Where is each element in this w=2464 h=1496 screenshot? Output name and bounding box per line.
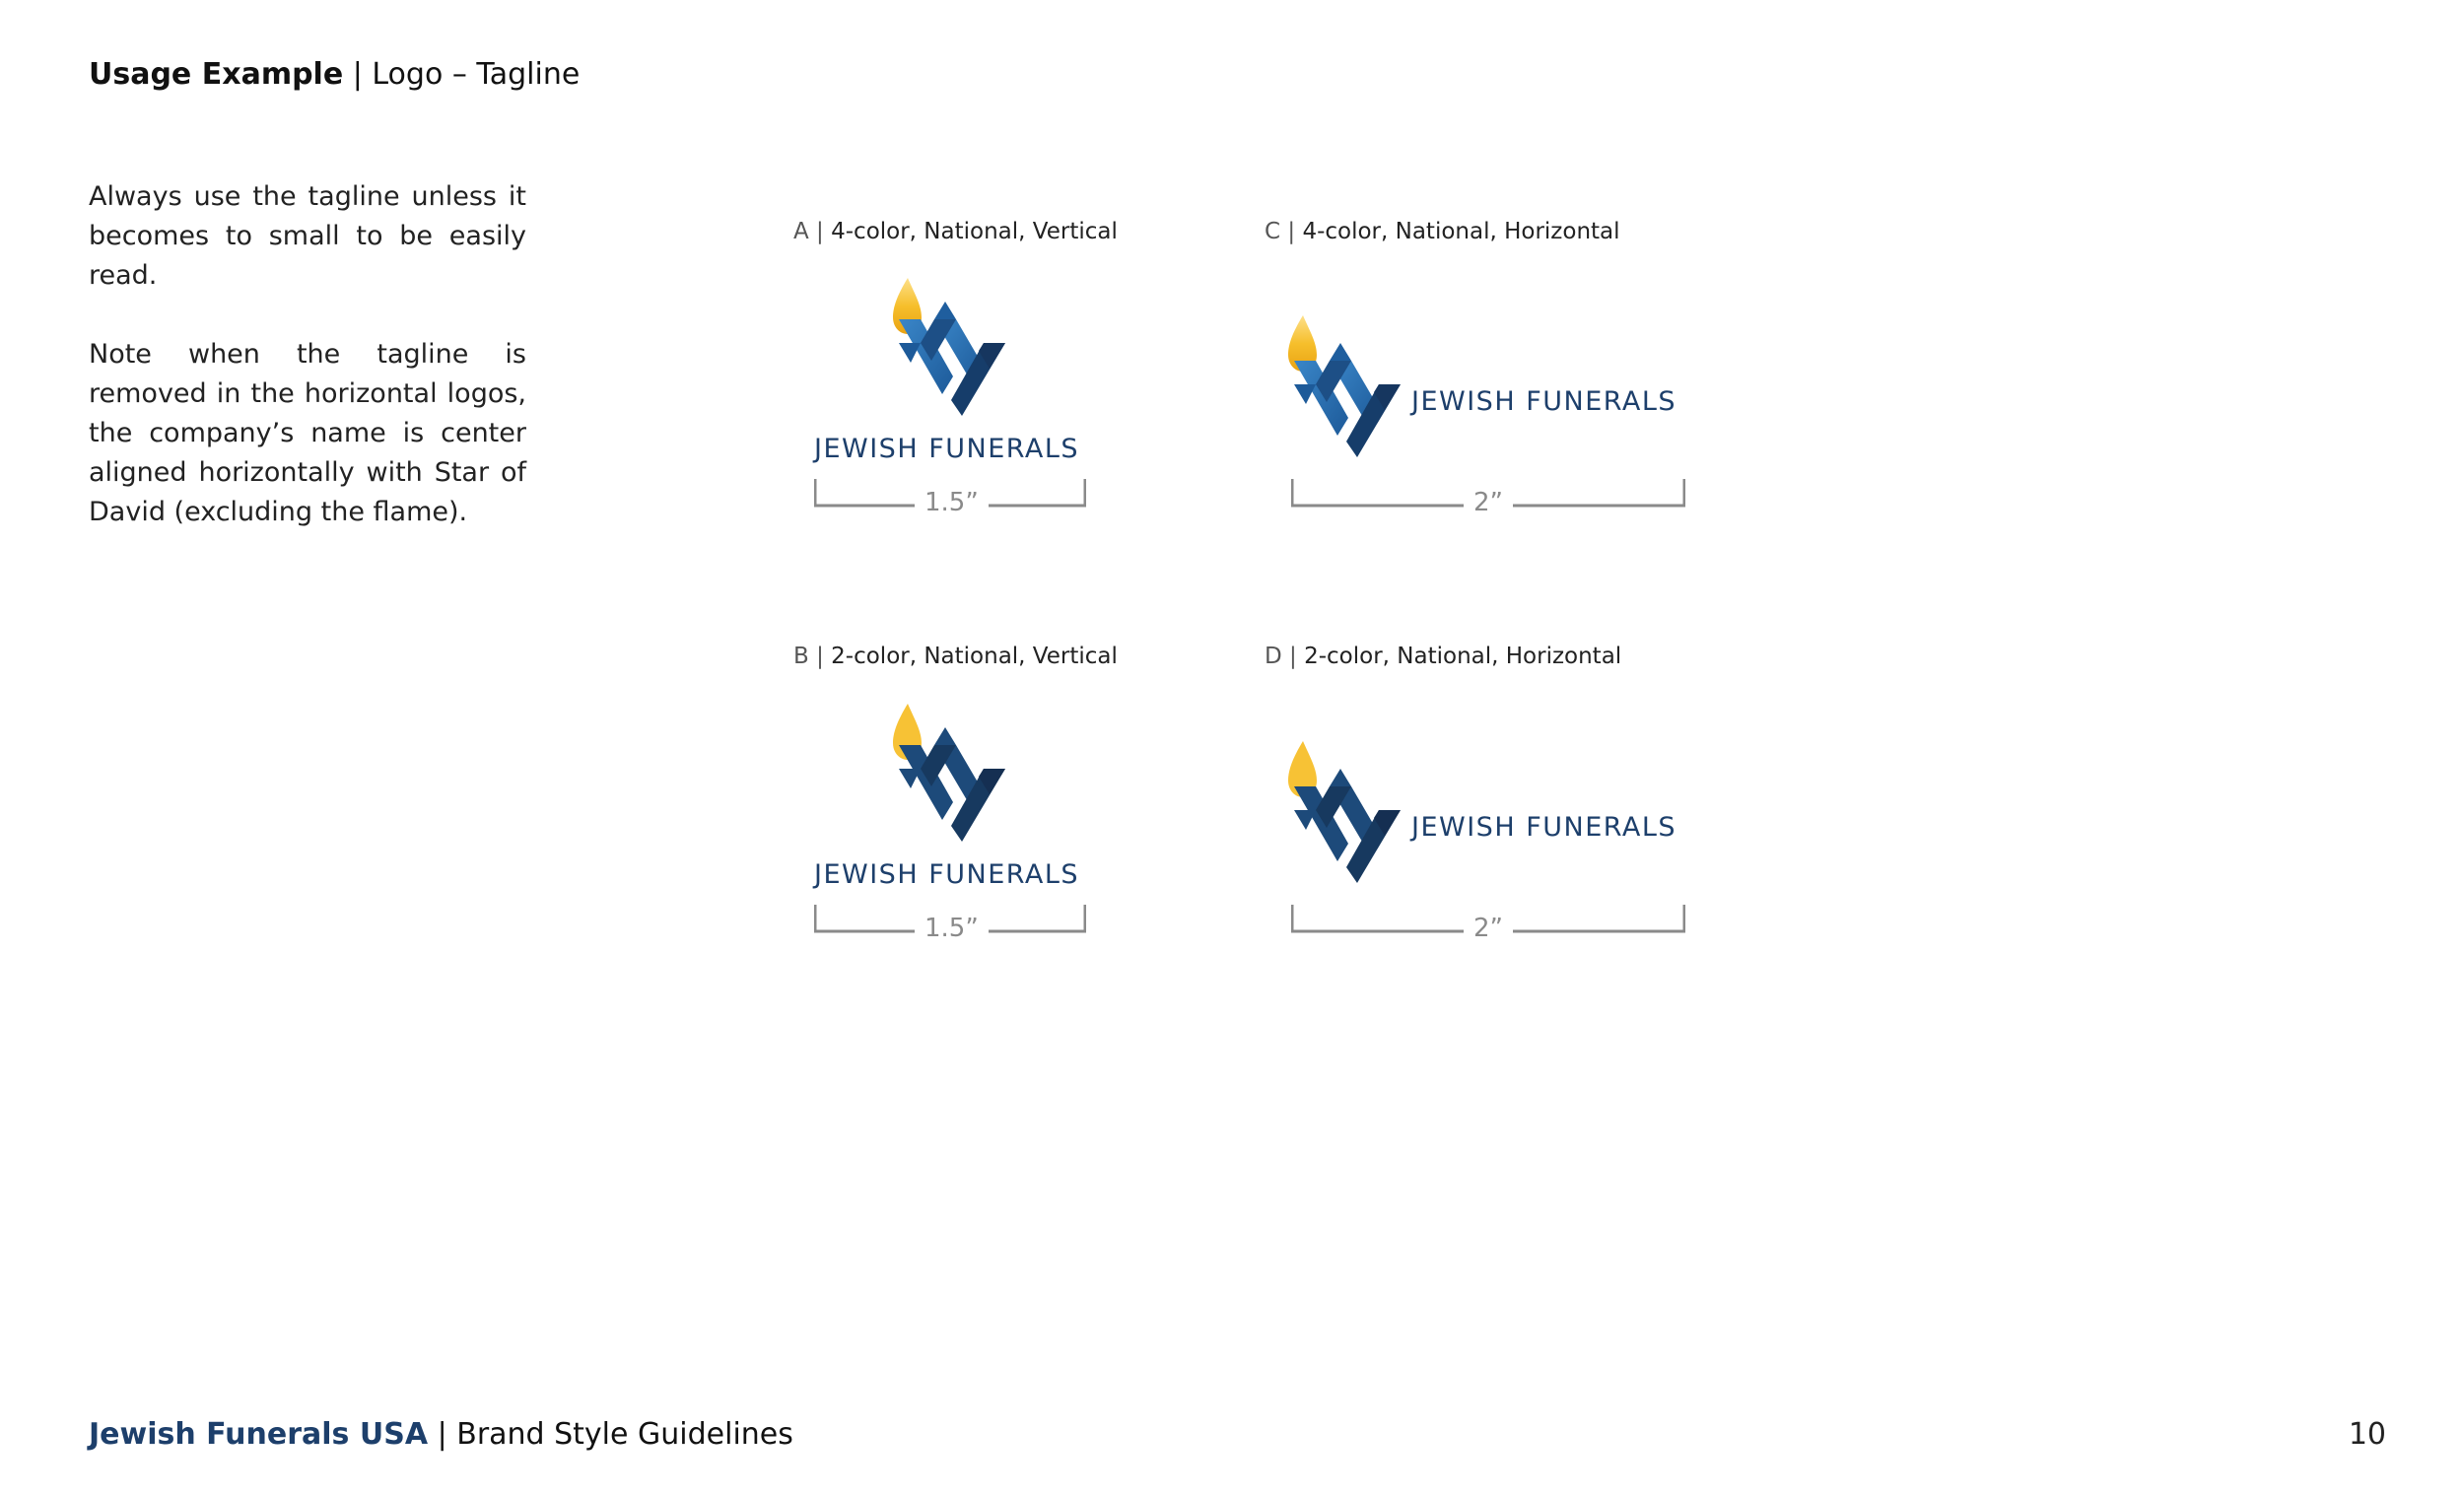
header-title-rest: Logo – Tagline xyxy=(372,57,581,92)
page-number: 10 xyxy=(2348,1417,2386,1452)
dimension-d xyxy=(1291,905,1685,943)
caption-a xyxy=(793,219,1118,244)
caption-c xyxy=(1265,219,1620,244)
logo-a-mark xyxy=(891,274,1009,422)
logo-d-wordmark: JEWISH FUNERALS xyxy=(1411,812,1677,843)
caption-text: 4-color, National, Vertical xyxy=(831,219,1118,244)
caption-text: 2-color, National, Vertical xyxy=(831,644,1118,669)
footer-separator: | xyxy=(428,1417,457,1452)
caption-letter: B xyxy=(793,644,809,669)
header-separator: | xyxy=(343,57,373,92)
star-of-david-icon xyxy=(891,274,1009,422)
dimension-label: 1.5” xyxy=(915,488,989,517)
logo-c-wordmark: JEWISH FUNERALS xyxy=(1411,386,1677,417)
dimension-b xyxy=(814,905,1086,943)
caption-b xyxy=(793,644,1118,669)
footer-brand: Jewish Funerals USA xyxy=(89,1417,429,1452)
page-header xyxy=(89,57,580,92)
caption-separator: | xyxy=(808,644,832,669)
star-of-david-icon xyxy=(1286,311,1404,469)
dimension-label: 1.5” xyxy=(915,914,989,943)
star-of-david-icon xyxy=(1286,737,1404,895)
footer-title: Brand Style Guidelines xyxy=(456,1417,793,1452)
logo-b-wordmark: JEWISH FUNERALS xyxy=(814,859,1080,890)
caption-separator: | xyxy=(1281,644,1305,669)
page-footer xyxy=(89,1417,793,1452)
caption-separator: | xyxy=(1280,219,1303,244)
caption-letter: D xyxy=(1265,644,1282,669)
dimension-label: 2” xyxy=(1464,488,1513,517)
logo-b-mark xyxy=(891,700,1009,848)
logo-d-mark xyxy=(1286,737,1404,895)
intro-paragraph-1: Always use the tagline unless it becomes to small to be easily read. xyxy=(89,181,526,291)
caption-letter: C xyxy=(1265,219,1281,244)
caption-separator: | xyxy=(808,219,832,244)
dimension-c xyxy=(1291,479,1685,517)
caption-letter: A xyxy=(793,219,809,244)
dimension-a xyxy=(814,479,1086,517)
logo-a-wordmark: JEWISH FUNERALS xyxy=(814,434,1080,464)
header-title-bold: Usage Example xyxy=(89,57,344,92)
caption-d xyxy=(1265,644,1621,669)
intro-text xyxy=(89,177,526,572)
caption-text: 4-color, National, Horizontal xyxy=(1302,219,1620,244)
logo-c-mark xyxy=(1286,311,1404,469)
star-of-david-icon xyxy=(891,700,1009,848)
intro-paragraph-2: Note when the tagline is removed in the horizontal logos, the company’s name is center aligned horizontally with Star of David (excluding the flame). xyxy=(89,339,526,527)
dimension-label: 2” xyxy=(1464,914,1513,943)
caption-text: 2-color, National, Horizontal xyxy=(1304,644,1622,669)
